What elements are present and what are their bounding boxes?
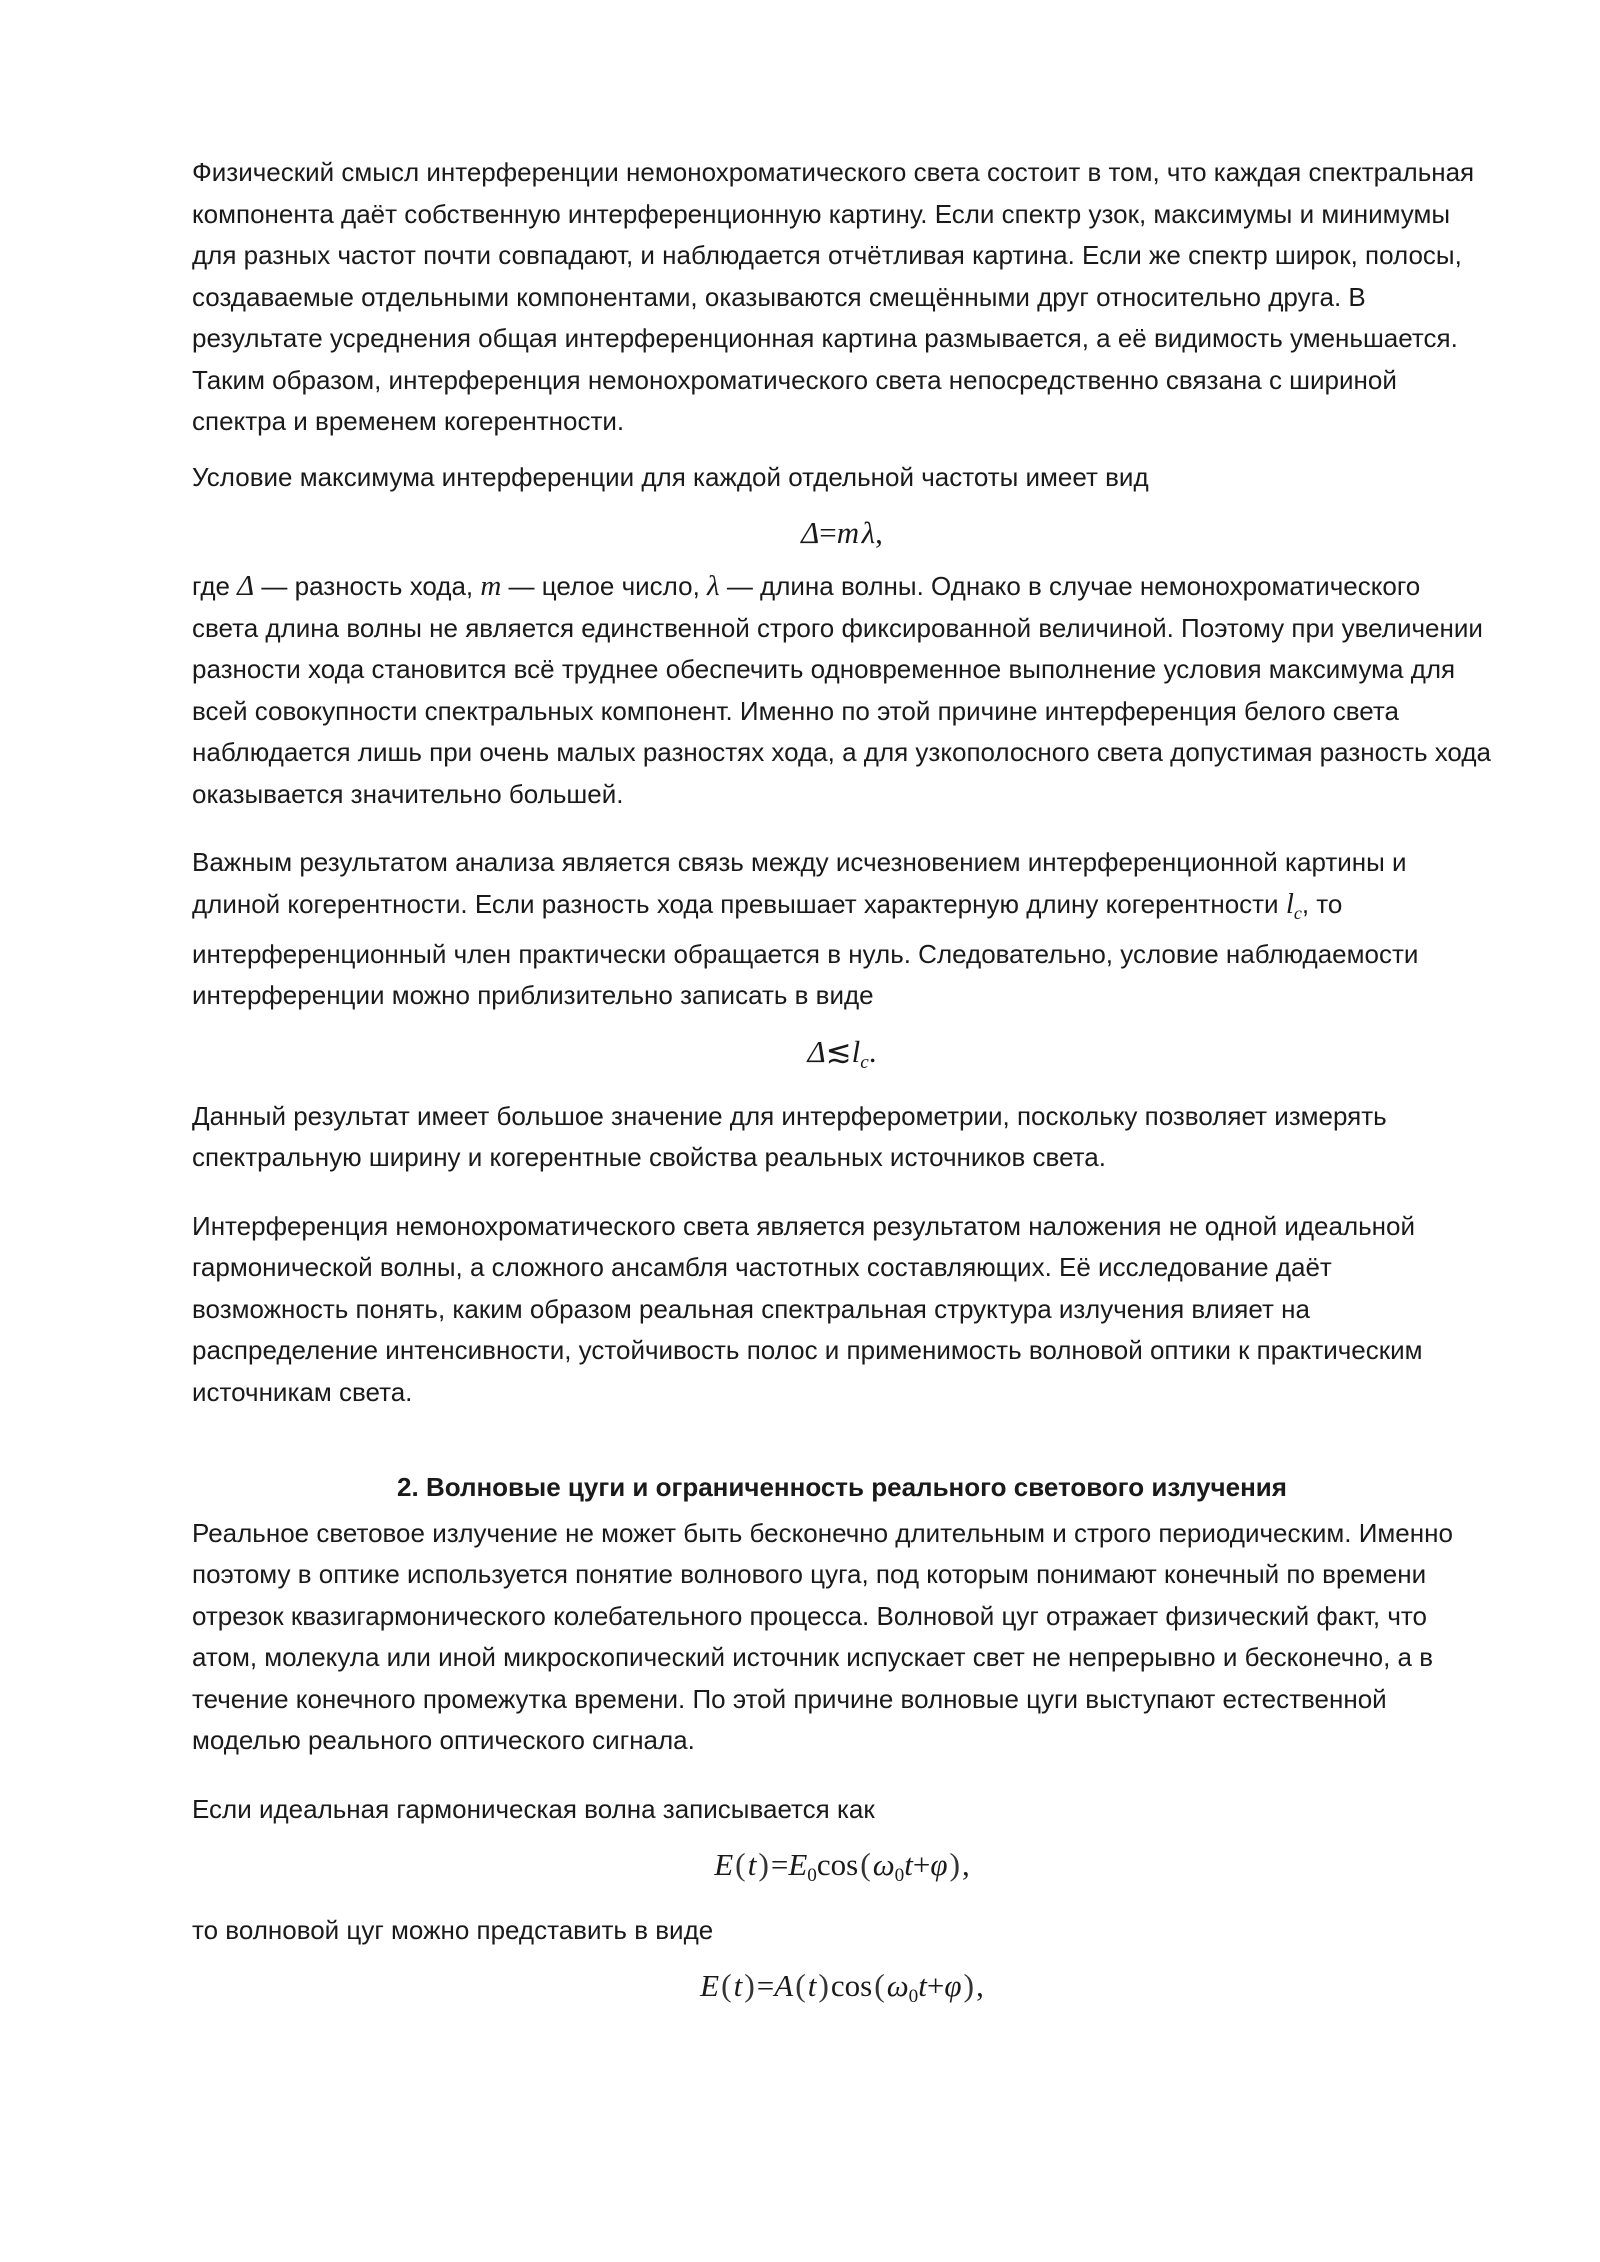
formula-symbol-t: t: [904, 1847, 913, 1883]
formula-wave-train: [192, 1963, 1492, 2020]
text-run: Важным результатом анализа является связь между исчезновением интерференционной картины и длиной когерентности. Если разность хода превышает характерную длину когерентности: [192, 847, 1407, 919]
formula-punctuation: ,: [962, 1847, 970, 1883]
formula-symbol-c-subscript: c: [860, 1051, 869, 1073]
formula-symbol-phi: φ: [930, 1847, 948, 1883]
formula-symbol-t: t: [733, 1968, 743, 2004]
paragraph-coherence-length: [192, 842, 1492, 1017]
formula-symbol-l: l: [851, 1033, 861, 1069]
formula-symbol-t: t: [918, 1968, 927, 2004]
paragraph-interference-meaning: Физический смысл интерференции немонохроматического света состоит в том, что каждая спектральная компонента даёт собственную интерференционную картину. Если спектр узок, максимумы и минимумы для разных частот почти совпадают, и наблюдается отчётливая картина. Если же спектр широк, полосы, создаваемые отдельными компонентами, оказываются смещёнными друг относительно друга. В результате усреднения общая интерференционная картина размывается, а её видимость уменьшается. Таким образом, интерференция немонохроматического света непосредственно связана с шириной спектра и временем когерентности.: [192, 157, 1475, 436]
paragraph-harmonic-intro: Если идеальная гармоническая волна записывается как: [192, 1793, 875, 1824]
paragraph-interferometry: Данный результат имеет большое значение для интерферометрии, поскольку позволяет измерять спектральную ширину и когерентные свойства реальных источников света.: [192, 1100, 1387, 1173]
formula-paren-close: ): [949, 1847, 961, 1883]
formula-punctuation: .: [868, 1033, 877, 1069]
formula-punctuation: ,: [976, 1968, 984, 2004]
paragraph-ensemble: Интерференция немонохроматического света является результатом наложения не одной идеальной гармонической волны, а сложного ансамбля частотных составляющих. Её исследование даёт возможность понять, каким образом реальная спектральная структура излучения влияет на распределение интенсивности, устойчивость полос и применимость волновой оптики к практическим источникам света.: [192, 1210, 1423, 1407]
formula-symbol-omega: ω: [872, 1847, 895, 1883]
formula-symbol-A: A: [774, 1968, 794, 2004]
formula-symbol-delta: Δ: [801, 515, 820, 550]
inline-symbol-l: [1285, 887, 1302, 923]
formula-plus: +: [912, 1847, 931, 1883]
paragraph-wave-trains: Реальное световое излучение не может быть бесконечно длительным и строго периодическим. Именно поэтому в оптике используется понятие волнового цуга, под которым понимают конечный по времени отрезок квазигармонического колебательного процесса. Волновой цуг отражает физический факт, что атом, молекула или иной микроскопический источник испускает свет не непрерывно и бесконечно, а в течение конечного промежутка времени. По этой причине волновые цуги выступают естественной моделью реального оптического сигнала.: [192, 1517, 1453, 1756]
paragraph-path-difference: [192, 566, 1492, 815]
text-run: — целое число,: [501, 571, 708, 601]
formula-symbol-E: E: [700, 1968, 720, 2004]
inline-symbol-lambda: λ: [707, 570, 720, 602]
formula-subscript-zero: 0: [908, 1986, 919, 2008]
document-body: [192, 152, 1492, 2030]
inline-symbol-delta: Δ: [237, 570, 255, 602]
formula-cos: cos: [816, 1847, 859, 1883]
formula-paren-open: (: [735, 1847, 746, 1883]
formula-symbol-delta: Δ: [807, 1033, 826, 1069]
text-run: , то интерференционный член практически обращается в нуль. Следовательно, условие наблюдаемости интерференции можно приблизительно записать в виде: [192, 888, 1419, 1011]
formula-maximum-condition: [192, 510, 1492, 556]
formula-harmonic-wave: [192, 1842, 1492, 1899]
formula-paren-open: (: [795, 1968, 806, 2004]
inline-symbol-c-subscript: c: [1293, 902, 1302, 923]
formula-paren-close: ): [744, 1968, 755, 2004]
inline-symbol-m: m: [480, 570, 502, 602]
section-heading: 2. Волновые цуги и ограниченность реального светового излучения: [397, 1472, 1287, 1503]
formula-symbol-omega: ω: [886, 1968, 909, 2004]
formula-equals: =: [756, 1968, 775, 2004]
formula-cos: cos: [830, 1968, 873, 2004]
text-run: — длина волны. Однако в случае немонохроматического света длина волны не является единственной строго фиксированной величиной. Поэтому при увеличении разности хода становится всё труднее обеспечить одновременное выполнение условия максимума для всей совокупности спектральных компонент. Именно по этой причине интерференция белого света наблюдается лишь при очень малых разностях хода, а для узкополосного света допустимая разность хода оказывается значительно большей.: [192, 571, 1491, 809]
formula-symbol-E: E: [714, 1847, 734, 1883]
text-run: где: [192, 571, 238, 601]
paragraph-maximum-condition-intro: Условие максимума интерференции для каждой отдельной частоты имеет вид: [192, 461, 1149, 492]
formula-paren-open: (: [860, 1847, 871, 1883]
formula-symbol-phi: φ: [944, 1968, 962, 2004]
formula-paren-close: ): [963, 1968, 975, 2004]
formula-less-approx: ≲: [825, 1033, 852, 1069]
formula-equals: =: [770, 1847, 789, 1883]
formula-subscript-zero: 0: [807, 1865, 817, 1887]
formula-symbol-t: t: [807, 1968, 817, 2004]
formula-symbol-lambda: λ: [861, 515, 876, 550]
formula-paren-close: ): [818, 1968, 829, 2004]
formula-observability-condition: [192, 1029, 1492, 1086]
formula-symbol-m: m: [836, 515, 860, 550]
inline-symbol-l-base: l: [1285, 887, 1294, 920]
formula-paren-open: (: [874, 1968, 885, 2004]
formula-symbol-t: t: [747, 1847, 757, 1883]
text-run: — разность хода,: [254, 571, 481, 601]
formula-punctuation: ,: [875, 515, 883, 550]
formula-paren-open: (: [721, 1968, 732, 2004]
formula-symbol-E0: E: [788, 1847, 808, 1883]
formula-plus: +: [926, 1968, 945, 2004]
paragraph-wave-train-intro: то волновой цуг можно представить в виде: [192, 1914, 714, 1945]
formula-paren-close: ): [758, 1847, 769, 1883]
formula-equals: =: [819, 515, 837, 550]
formula-subscript-zero: 0: [894, 1865, 905, 1887]
